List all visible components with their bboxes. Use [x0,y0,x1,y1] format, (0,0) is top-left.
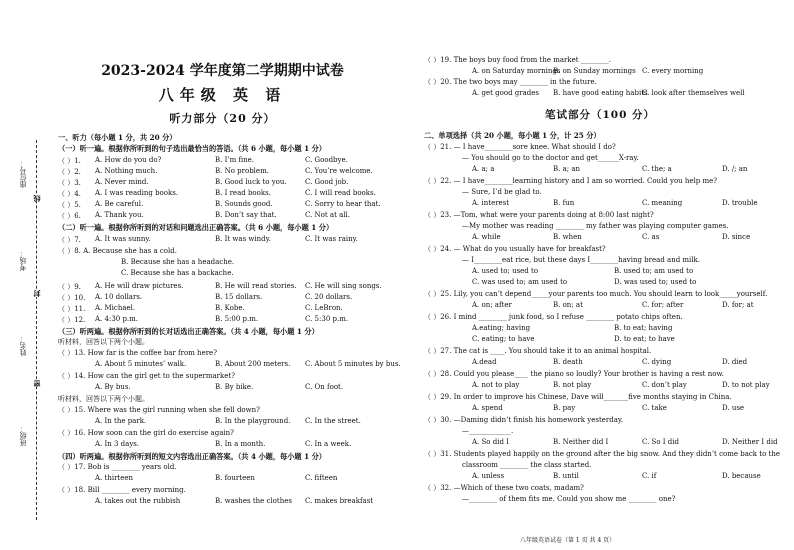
option-d: D. died [722,358,748,366]
question-text: （ ）25. Lily, you can’t depend_____your parents too much. You should learn to look_____yourself. [424,290,768,298]
option-b: B. I read books. [215,189,271,197]
subject-title: 八年级 英 语 [158,86,287,104]
option-c: C. You’re welcome. [305,167,373,175]
option-a: A. a; a [472,165,495,173]
question-number: （ ）5. [58,201,81,209]
option-a: A. By bus. [95,383,131,391]
page-footer: 八年级英语试卷（第 1 页 共 4 页） [520,537,616,544]
option-c: C. meaning [642,199,683,207]
exam-title: 2023-2024 学年度第二学期期中试卷 [101,63,344,79]
question-text: — I________eat rice, but these days I________having bread and milk. [462,256,700,264]
option-b: B. until [553,472,579,480]
option-a: A. while [472,233,501,241]
option-d: D. Neither I did [722,438,778,446]
option-a: A. Michael. [95,304,136,312]
option-c: C. About 5 minutes by bus. [305,360,401,368]
question-text: （ ）17. Bob is ________ years old. [58,463,177,471]
question-text: （ ）18. Bill ________ every morning. [58,486,186,494]
question-text: （ ）32. —Which of these two coats, madam? [424,484,584,492]
exam-room-label: 考场： [19,250,27,271]
question-text: — You should go to the doctor and get______X-ray. [462,154,639,162]
option-c: C. LeBron. [305,304,343,312]
option-c: C. dying [642,358,672,366]
question-number: （ ）1. [58,157,81,165]
option-c: C. So I did [642,438,679,446]
option-c: C. In the street. [305,417,361,425]
option-a: A. interest [472,199,510,207]
option-a: A. I was reading books. [95,189,179,197]
option-d: D. for; at [722,301,754,309]
option-c: C. 20 dollars. [305,293,353,301]
option-c: C. for; after [642,301,684,309]
section-heading: 二、单项选择（共 20 小题，每小题 1 分，计 25 分） [424,131,601,140]
option-c: C. if [642,472,657,480]
question-number: （ ）2. [58,168,81,176]
option-a: A. thirteen [95,474,134,482]
option-a: A. Nothing much. [95,167,158,175]
option-right: B. to eat; having [614,324,673,332]
option-right: B. used to; am used to [614,267,694,275]
option-c: C. I will read books. [305,189,376,197]
question-number: （ ）9. [58,283,81,291]
question-number: （ ）4. [58,190,81,198]
option-a: A. Never mind. [95,178,149,186]
class-label: 班级： [19,425,27,446]
option-b: B. a; an [553,165,581,173]
question-text: （ ）31. Students played happily on the ground after the big snow. And they didn’t come back to the [424,450,780,458]
option-c: C. 5:30 p.m. [305,315,349,323]
option-b: B. It was windy. [215,235,271,243]
option-b: B. By bike. [215,383,254,391]
option-left: A. used to; used to [472,267,539,275]
option-d: D. use [722,404,745,412]
option-b: B. Neither did I [553,438,609,446]
option-d: D. to not play [722,381,770,389]
option-a: A. on Saturday mornings [472,67,561,75]
question-text: —My mother was reading ________ my father was playing computer games. [462,222,729,230]
option-b: B. Don’t say that. [215,211,277,219]
option-b: B. on Sunday mornings [553,67,636,75]
option-a: A. Thank you. [95,211,144,219]
question-text: （ ）19. The boys buy food from the market ________. [424,56,611,64]
question-number: （ ）7. [58,236,81,244]
name-label: 姓名： [19,335,27,356]
option-a: A. How do you do? [95,156,162,164]
option-d: D. trouble [722,199,758,207]
option-b: B. pay [553,404,576,412]
question-number: （ ）6. [58,212,81,220]
option-b: B. In the playground. [215,417,291,425]
option-b: B. on; at [553,301,583,309]
question-number: （ ）10. [58,294,86,302]
option-b: B. have good eating habits [553,89,648,97]
option-c: C. Goodbye. [305,156,348,164]
option-b: B. No problem. [215,167,269,175]
binding-cut-secret: 密 [32,380,41,387]
option-right: D. was used to; used to [614,278,697,286]
option-b: B. washes the clothes [215,497,292,505]
question-number: （ ）11. [58,305,86,313]
option-a: A. Be careful. [95,200,144,208]
option-c: C. In a week. [305,440,352,448]
question-text: classroom ________ the class started. [462,461,592,469]
option-b: B. death [553,358,583,366]
option-a: A. In 3 days. [95,440,140,448]
option-c: C. On foot. [305,383,344,391]
option-a: A. About 5 minutes’ walk. [95,360,187,368]
question-text: （ ）28. Could you please____ the piano so loudly? Your brother is having a rest now. [424,370,724,378]
section-heading: 一、听力（每小题 1 分，共 20 分） [58,133,177,142]
option-a: A. 10 dollars. [95,293,143,301]
option-a: A. unless [472,472,505,480]
question-text: （ ）16. How soon can the girl do exercise again? [58,429,234,437]
option-a: A. In the park. [95,417,147,425]
option-c: C. take [642,404,667,412]
option-c: C. makes breakfast [305,497,374,505]
option-a: A. 4:30 p.m. [95,315,139,323]
section-heading: （三）听两遍。根据你所听到的长对话选出正确答案。（共 4 小题，每小题 1 分） [58,327,319,336]
question-text: （ ）13. How far is the coffee bar from here? [58,349,217,357]
question-text: （ ）8. A. Because she has a cold. [58,247,177,255]
option-b: B. 5:00 p.m. [215,315,259,323]
question-text: （ ）26. I mind ________ junk food, so I refuse ________ potato chips often. [424,313,683,321]
option-a: A.dead [472,358,497,366]
option-a: A. on; after [472,301,512,309]
option-b: B. when [553,233,582,241]
option-left: A.eating; having [472,324,531,332]
option-c: C. look after themselves well [642,89,745,97]
section-heading: （一）听一遍。根据你所听到的句子选出最恰当的答语。（共 6 小题，每小题 1 分） [58,144,326,153]
question-text: 听材料，回答以下两个小题。 [58,395,149,403]
option-b: B. Good luck to you. [215,178,287,186]
option-c: C. Sorry to hear that. [305,200,381,208]
question-text: （ ）21. — I have________sore knee. What should I do? [424,143,616,151]
question-text: （ ）20. The two boys may ________ in the future. [424,78,597,86]
option-c: C. He will sing songs. [305,282,382,290]
option-a: A. not to play [472,381,520,389]
question-text: —________ of them fits me. Could you show me ________ one? [462,495,676,503]
option-left: C. was used to; am used to [472,278,568,286]
question-text: （ ）29. In order to improve his Chinese, Dave will_______five months staying in China. [424,393,732,401]
question-option: B. Because she has a headache. [121,258,235,266]
option-b: B. In a month. [215,440,266,448]
question-number: （ ）12. [58,316,86,324]
option-b: B. Kobe. [215,304,245,312]
option-c: C. don’t play [642,381,687,389]
option-b: B. About 200 meters. [215,360,291,368]
option-a: A. He will draw pictures. [95,282,184,290]
question-text: （ ）15. Where was the girl running when she fell down? [58,406,260,414]
question-text: —____________. [462,427,514,435]
question-text: （ ）23. —Tom, what were your parents doing at 8:00 last night? [424,211,654,219]
question-text: （ ）22. — I have________learning history and I am so worried. Could you help me? [424,177,718,185]
option-b: B. I’m fine. [215,156,254,164]
listening-part-title: 听力部分（20 分） [169,112,276,125]
seat-number-label: 座位号： [19,160,27,188]
option-d: D. /; an [722,165,748,173]
binding-cut-line: 线 [32,195,41,202]
option-c: C. Good job. [305,178,349,186]
option-c: C. Not at all. [305,211,351,219]
binding-cut-seal: 封 [32,290,41,297]
section-heading: （二）听一遍。根据你所听到的对话和问题选出正确答案。（共 6 小题，每小题 1 分） [58,223,334,232]
question-text: （ ）24. — What do you usually have for breakfast? [424,245,606,253]
option-a: A. So did I [472,438,509,446]
option-right: D. to eat; to have [614,335,675,343]
option-left: C. eating; to have [472,335,535,343]
question-text: 听材料，回答以下两个小题。 [58,338,149,346]
option-a: A. spend [472,404,503,412]
option-c: C. It was rainy. [305,235,358,243]
option-b: B. 15 dollars. [215,293,263,301]
writing-part-title: 笔试部分（100 分） [544,109,656,121]
binding-margin [10,140,48,520]
question-text: — Sure, I’d be glad to. [462,188,542,196]
section-heading: （四）听两遍。根据你所听到的短文内容选出正确答案。（共 4 小题，每小题 1 分） [58,452,326,461]
option-b: B. He will read stories. [215,282,297,290]
question-text: （ ）27. The cat is ____. You should take it to an animal hospital. [424,347,652,355]
option-d: D. since [722,233,751,241]
question-text: （ ）30. —Daming didn’t finish his homework yesterday. [424,416,624,424]
option-a: A. takes out the rubbish [95,497,181,505]
option-d: D. because [722,472,761,480]
question-text: （ ）14. How can the girl get to the supermarket? [58,372,235,380]
question-number: （ ）3. [58,179,81,187]
option-b: B. Sounds good. [215,200,273,208]
option-a: A. It was sunny. [95,235,151,243]
option-c: C. every morning [642,67,704,75]
question-option: C. Because she has a backache. [121,269,234,277]
option-b: B. fun [553,199,575,207]
option-c: C. fifteen [305,474,338,482]
option-b: B. fourteen [215,474,255,482]
option-c: C. the; a [642,165,672,173]
option-b: B. not play [553,381,592,389]
option-c: C. as [642,233,660,241]
option-a: A. get good grades [472,89,539,97]
